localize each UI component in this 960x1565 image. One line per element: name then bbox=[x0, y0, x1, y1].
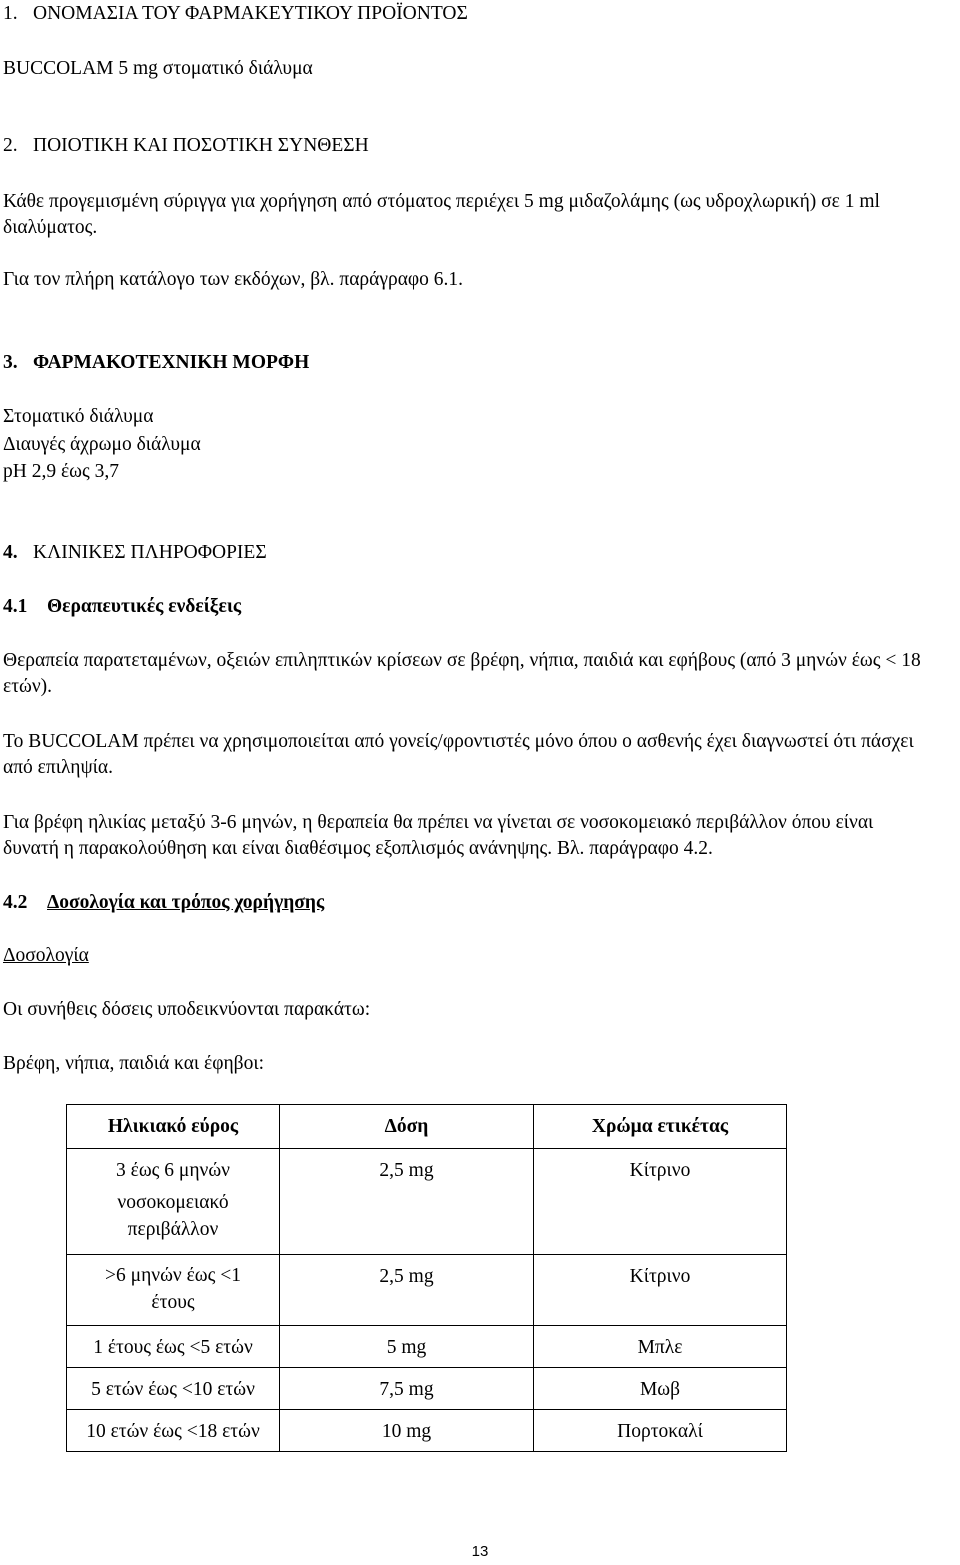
age-cell: 1 έτους έως <5 ετών bbox=[67, 1326, 280, 1368]
dose-cell: 5 mg bbox=[280, 1326, 534, 1368]
section-title: ΟΝΟΜΑΣΙΑ ΤΟΥ ΦΑΡΜΑΚΕΥΤΙΚΟΥ ΠΡΟΪΟΝΤΟΣ bbox=[33, 3, 468, 24]
usual-doses-text: Οι συνήθεις δόσεις υποδεικνύονται παρακάτω: bbox=[3, 999, 371, 1020]
color-cell: Κίτρινο bbox=[534, 1149, 787, 1255]
header-label-color: Χρώμα ετικέτας bbox=[534, 1105, 787, 1149]
dose-cell: 7,5 mg bbox=[280, 1368, 534, 1410]
section-number: 4.2 bbox=[3, 892, 28, 913]
section-title: Δοσολογία και τρόπος χορήγησης bbox=[47, 892, 325, 913]
age-cell: 5 ετών έως <10 ετών bbox=[67, 1368, 280, 1410]
age-cell: >6 μηνών έως <1 έτους bbox=[67, 1255, 280, 1326]
product-name: BUCCOLAM 5 mg στοματικό διάλυμα bbox=[3, 58, 313, 79]
table-row bbox=[67, 1255, 787, 1326]
section-title: ΚΛΙΝΙΚΕΣ ΠΛΗΡΟΦΟΡΙΕΣ bbox=[33, 542, 267, 563]
page-number: 13 bbox=[471, 1543, 489, 1560]
section-3-heading bbox=[3, 350, 930, 376]
header-age-range: Ηλικιακό εύρος bbox=[67, 1105, 280, 1149]
indication-text-2: Το BUCCOLAM πρέπει να χρησιμοποιείται από γονείς/φροντιστές μόνο όπου ο ασθενής έχει διαγνωστεί ότι πάσχει από επιληψία. bbox=[3, 731, 914, 778]
section-title: ΦΑΡΜΑΚΟΤΕΧΝΙΚΗ ΜΟΡΦΗ bbox=[33, 352, 310, 373]
population-text: Βρέφη, νήπια, παιδιά και έφηβοι: bbox=[3, 1053, 265, 1074]
section-1-heading bbox=[3, 1, 930, 27]
section-title: Θεραπευτικές ενδείξεις bbox=[47, 596, 242, 617]
dose-cell: 2,5 mg bbox=[280, 1149, 534, 1255]
section-number: 2. bbox=[3, 135, 18, 156]
age-cell: 10 ετών έως <18 ετών bbox=[67, 1410, 280, 1452]
table-row bbox=[67, 1368, 787, 1410]
section-4-2-heading bbox=[3, 890, 930, 916]
dose-cell: 2,5 mg bbox=[280, 1255, 534, 1326]
section-number: 1. bbox=[3, 3, 18, 24]
age-note: νοσοκομειακό περιβάλλον bbox=[117, 1192, 229, 1240]
table-row bbox=[67, 1326, 787, 1368]
table-header-row bbox=[67, 1105, 787, 1149]
dosing-table bbox=[66, 1104, 787, 1452]
age-value: 3 έως 6 μηνών bbox=[116, 1160, 230, 1181]
table-row bbox=[67, 1149, 787, 1255]
indication-text-3: Για βρέφη ηλικίας μεταξύ 3-6 μηνών, η θεραπεία θα πρέπει να γίνεται σε νοσοκομειακό περιβάλλον όπου είναι δυνατή η παρακολούθηση και είναι διαθέσιμος εξοπλισμός ανάνηψης. Βλ. παράγραφο 4.2. bbox=[3, 812, 874, 859]
section-4-1-heading bbox=[3, 594, 930, 620]
form-line-2: Διαυγές άχρωμο διάλυμα bbox=[3, 434, 201, 455]
table-row bbox=[67, 1410, 787, 1452]
section-title: ΠΟΙΟΤΙΚΗ ΚΑΙ ΠΟΣΟΤΙΚΗ ΣΥΝΘΕΣΗ bbox=[33, 135, 369, 156]
section-number: 4.1 bbox=[3, 596, 28, 617]
color-cell: Μπλε bbox=[534, 1326, 787, 1368]
color-cell: Πορτοκαλί bbox=[534, 1410, 787, 1452]
composition-text: Κάθε προγεμισμένη σύριγγα για χορήγηση από στόματος περιέχει 5 mg μιδαζολάμης (ως υδροχλωρική) σε 1 ml διαλύματος. bbox=[3, 191, 880, 238]
excipients-text: Για τον πλήρη κατάλογο των εκδόχων, βλ. παράγραφο 6.1. bbox=[3, 269, 464, 290]
dose-cell: 10 mg bbox=[280, 1410, 534, 1452]
header-dose: Δόση bbox=[280, 1105, 534, 1149]
age-cell bbox=[67, 1149, 280, 1255]
color-cell: Κίτρινο bbox=[534, 1255, 787, 1326]
indication-text-1: Θεραπεία παρατεταμένων, οξειών επιληπτικών κρίσεων σε βρέφη, νήπια, παιδιά και εφήβους (από 3 μηνών έως < 18 ετών). bbox=[3, 650, 921, 697]
color-cell: Μωβ bbox=[534, 1368, 787, 1410]
posology-subheading: Δοσολογία bbox=[3, 945, 89, 966]
section-4-heading bbox=[3, 540, 930, 566]
section-2-heading bbox=[3, 133, 930, 159]
section-number: 3. bbox=[3, 352, 18, 373]
section-number: 4. bbox=[3, 542, 18, 563]
form-line-3: pH 2,9 έως 3,7 bbox=[3, 461, 119, 482]
form-line-1: Στοματικό διάλυμα bbox=[3, 406, 154, 427]
